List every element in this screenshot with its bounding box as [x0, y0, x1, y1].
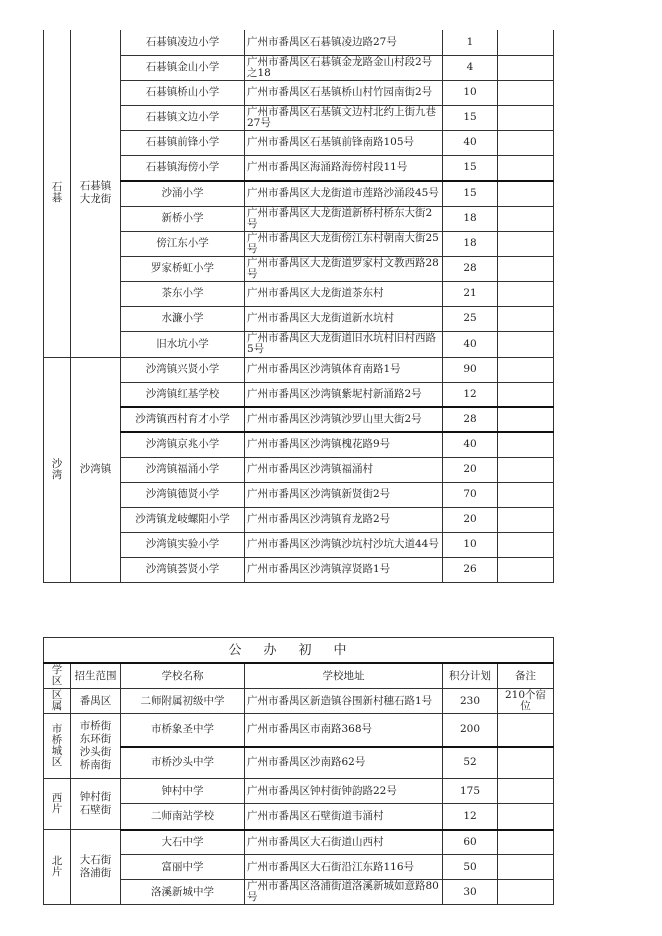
note-cell: [498, 779, 554, 804]
district-cell: 西片: [44, 779, 71, 830]
note-cell: [498, 532, 554, 557]
school-address-cell: 广州市番禺区石基镇桥山村竹园南街2号: [245, 80, 443, 105]
note-cell: [498, 804, 554, 830]
school-address-cell: 广州市番禺区大石街沿江东路116号: [245, 855, 443, 880]
quota-cell: 230: [443, 689, 498, 714]
quota-cell: 70: [443, 482, 498, 507]
quota-cell: 15: [443, 105, 498, 130]
quota-cell: 30: [443, 880, 498, 905]
school-name-cell: 茶东小学: [121, 281, 245, 306]
district-cell: 沙湾: [44, 357, 71, 582]
school-name-cell: 石碁镇文边小学: [121, 105, 245, 130]
table-row: [44, 357, 554, 382]
school-address-cell: 广州市番禺区石壁街道韦涌村: [245, 804, 443, 830]
note-cell: 210个宿位: [498, 689, 554, 714]
table-row: [44, 30, 554, 55]
primary-school-table: [43, 30, 554, 583]
quota-cell: 40: [443, 130, 498, 155]
quota-cell: 20: [443, 457, 498, 482]
school-address-cell: 广州市番禺区海涌路海傍村段11号: [245, 155, 443, 181]
note-cell: [498, 206, 554, 231]
school-address-cell: 广州市番禺区大龙街道市莲路沙涌段45号: [245, 181, 443, 206]
scope-cell: 石碁镇大龙街: [71, 30, 121, 357]
school-name-cell: 二师附属初级中学: [121, 689, 245, 714]
school-name-cell: 罗家桥虹小学: [121, 256, 245, 281]
note-cell: [498, 407, 554, 432]
school-name-cell: 石碁镇前锋小学: [121, 130, 245, 155]
note-cell: [498, 482, 554, 507]
table-row: [44, 80, 554, 105]
quota-cell: 52: [443, 747, 498, 779]
school-address-cell: 广州市番禺区沙湾镇紫坭村新涌路2号: [245, 382, 443, 407]
note-cell: [498, 357, 554, 382]
quota-cell: 15: [443, 155, 498, 181]
school-address-cell: 广州市番禺区沙湾镇育龙路2号: [245, 507, 443, 532]
school-name-cell: 石碁镇凌边小学: [121, 30, 245, 55]
quota-cell: 4: [443, 55, 498, 80]
note-cell: [498, 80, 554, 105]
table-row: [44, 457, 554, 482]
quota-cell: 25: [443, 306, 498, 331]
note-cell: [498, 855, 554, 880]
school-address-cell: 广州市番禺区市南路368号: [245, 714, 443, 747]
scope-cell: 市桥街东环街沙头街桥南街: [71, 714, 121, 779]
table-row: [44, 747, 554, 779]
school-address-cell: 广州市番禺区新造镇谷围新村穗石路1号: [245, 689, 443, 714]
school-address-cell: 广州市番禺区沙湾镇福涌村: [245, 457, 443, 482]
school-address-cell: 广州市番禺区沙湾镇沙坑村沙坑大道44号: [245, 532, 443, 557]
school-name-cell: 旧水坑小学: [121, 331, 245, 357]
school-name-cell: 市桥象圣中学: [121, 714, 245, 747]
note-cell: [498, 331, 554, 357]
school-address-cell: 广州市番禺区石基镇文边村北约上街九巷27号: [245, 105, 443, 130]
district-cell: 北片: [44, 830, 71, 905]
note-cell: [498, 30, 554, 55]
table-row: [44, 804, 554, 830]
table-row: [44, 432, 554, 457]
note-cell: [498, 880, 554, 905]
district-cell: 石碁: [44, 30, 71, 357]
school-name-cell: 沙湾镇实验小学: [121, 532, 245, 557]
quota-cell: 200: [443, 714, 498, 747]
table-row: [44, 181, 554, 206]
school-address-cell: 广州市番禺区大龙街傍江东村朝南大街25号: [245, 231, 443, 256]
note-cell: [498, 457, 554, 482]
table-row: [44, 532, 554, 557]
school-name-cell: 大石中学: [121, 830, 245, 855]
school-name-cell: 富丽中学: [121, 855, 245, 880]
quota-cell: 1: [443, 30, 498, 55]
school-address-cell: 广州市番禺区洛浦街道洛溪新城如意路80号: [245, 880, 443, 905]
table-row: [44, 507, 554, 532]
school-name-cell: 新桥小学: [121, 206, 245, 231]
table-title-row: [44, 638, 554, 664]
table-row: [44, 855, 554, 880]
school-name-cell: 沙涌小学: [121, 181, 245, 206]
quota-cell: 28: [443, 407, 498, 432]
quota-cell: 18: [443, 231, 498, 256]
table-row: [44, 830, 554, 855]
district-cell: 区属: [44, 689, 71, 714]
quota-cell: 60: [443, 830, 498, 855]
note-cell: [498, 181, 554, 206]
district-cell: 市桥城区: [44, 714, 71, 779]
scope-cell: 钟村街石壁街: [71, 779, 121, 830]
school-address-cell: 广州市番禺区沙湾镇新贤街2号: [245, 482, 443, 507]
note-cell: [498, 557, 554, 582]
quota-cell: 175: [443, 779, 498, 804]
public-middle-school-table: [43, 637, 554, 905]
school-address-cell: 广州市番禺区大龙街道新水坑村: [245, 306, 443, 331]
school-name-cell: 沙湾镇红基学校: [121, 382, 245, 407]
table-row: [44, 256, 554, 281]
quota-cell: 90: [443, 357, 498, 382]
scope-cell: 番禺区: [71, 689, 121, 714]
school-address-cell: 广州市番禺区大龙街道罗家村文教西路28号: [245, 256, 443, 281]
school-name-cell: 傍江东小学: [121, 231, 245, 256]
scope-cell: 沙湾镇: [71, 357, 121, 582]
note-cell: [498, 155, 554, 181]
note-cell: [498, 830, 554, 855]
header-quota: 积分计划: [443, 663, 498, 689]
school-address-cell: 广州市番禺区石基镇前锋南路105号: [245, 130, 443, 155]
table-row: [44, 331, 554, 357]
school-address-cell: 广州市番禺区大龙街道茶东村: [245, 281, 443, 306]
table-title: 公办初中: [44, 638, 554, 664]
table-row: [44, 557, 554, 582]
school-name-cell: 沙湾镇西村育才小学: [121, 407, 245, 432]
quota-cell: 15: [443, 181, 498, 206]
school-name-cell: 沙湾镇兴贤小学: [121, 357, 245, 382]
note-cell: [498, 256, 554, 281]
note-cell: [498, 382, 554, 407]
header-scope: 招生范围: [71, 663, 121, 689]
header-row: [44, 663, 554, 689]
school-name-cell: 石碁镇海傍小学: [121, 155, 245, 181]
quota-cell: 26: [443, 557, 498, 582]
header-note: 备注: [498, 663, 554, 689]
note-cell: [498, 231, 554, 256]
quota-cell: 50: [443, 855, 498, 880]
table-row: [44, 714, 554, 747]
header-address: 学校地址: [245, 663, 443, 689]
table-row: [44, 130, 554, 155]
quota-cell: 10: [443, 80, 498, 105]
note-cell: [498, 55, 554, 80]
table-row: [44, 231, 554, 256]
school-address-cell: 广州市番禺区石碁镇凌边路27号: [245, 30, 443, 55]
table-row: [44, 206, 554, 231]
quota-cell: 18: [443, 206, 498, 231]
quota-cell: 21: [443, 281, 498, 306]
school-name-cell: 沙湾镇福涌小学: [121, 457, 245, 482]
school-address-cell: 广州市番禺区沙南路62号: [245, 747, 443, 779]
school-name-cell: 二师南站学校: [121, 804, 245, 830]
school-name-cell: 沙湾镇京兆小学: [121, 432, 245, 457]
note-cell: [498, 747, 554, 779]
school-name-cell: 市桥沙头中学: [121, 747, 245, 779]
school-address-cell: 广州市番禺区大龙街道新桥村桥东大街2号: [245, 206, 443, 231]
header-school-name: 学校名称: [121, 663, 245, 689]
school-name-cell: 沙湾镇荟贤小学: [121, 557, 245, 582]
table-row: [44, 105, 554, 130]
school-address-cell: 广州市番禺区石碁镇金龙路金山村段2号之18: [245, 55, 443, 80]
table-row: [44, 281, 554, 306]
school-address-cell: 广州市番禺区沙湾镇淳贤路1号: [245, 557, 443, 582]
quota-cell: 12: [443, 382, 498, 407]
table-row: [44, 155, 554, 181]
school-address-cell: 广州市番禺区大石街道山西村: [245, 830, 443, 855]
quota-cell: 40: [443, 432, 498, 457]
school-address-cell: 广州市番禺区大龙街道旧水坑村旧村西路5号: [245, 331, 443, 357]
school-address-cell: 广州市番禺区沙湾镇槐花路9号: [245, 432, 443, 457]
school-address-cell: 广州市番禺区沙湾镇体育南路1号: [245, 357, 443, 382]
table-row: [44, 482, 554, 507]
quota-cell: 28: [443, 256, 498, 281]
note-cell: [498, 130, 554, 155]
quota-cell: 20: [443, 507, 498, 532]
school-name-cell: 石碁镇金山小学: [121, 55, 245, 80]
note-cell: [498, 105, 554, 130]
school-name-cell: 洛溪新城中学: [121, 880, 245, 905]
quota-cell: 12: [443, 804, 498, 830]
table-row: [44, 407, 554, 432]
table-row: [44, 880, 554, 905]
note-cell: [498, 714, 554, 747]
table-row: [44, 55, 554, 80]
table-row: [44, 382, 554, 407]
table-row: [44, 689, 554, 714]
header-district: 学区: [44, 663, 71, 689]
scope-cell: 大石街洛浦街: [71, 830, 121, 905]
quota-cell: 10: [443, 532, 498, 557]
note-cell: [498, 281, 554, 306]
school-name-cell: 水濂小学: [121, 306, 245, 331]
school-name-cell: 石碁镇桥山小学: [121, 80, 245, 105]
table-row: [44, 779, 554, 804]
school-address-cell: 广州市番禺区钟村街钟韵路22号: [245, 779, 443, 804]
school-name-cell: 沙湾镇龙岐螺阳小学: [121, 507, 245, 532]
table-row: [44, 306, 554, 331]
school-name-cell: 钟村中学: [121, 779, 245, 804]
note-cell: [498, 306, 554, 331]
school-name-cell: 沙湾镇德贤小学: [121, 482, 245, 507]
note-cell: [498, 507, 554, 532]
school-address-cell: 广州市番禺区沙湾镇沙罗山里大街2号: [245, 407, 443, 432]
quota-cell: 40: [443, 331, 498, 357]
note-cell: [498, 432, 554, 457]
